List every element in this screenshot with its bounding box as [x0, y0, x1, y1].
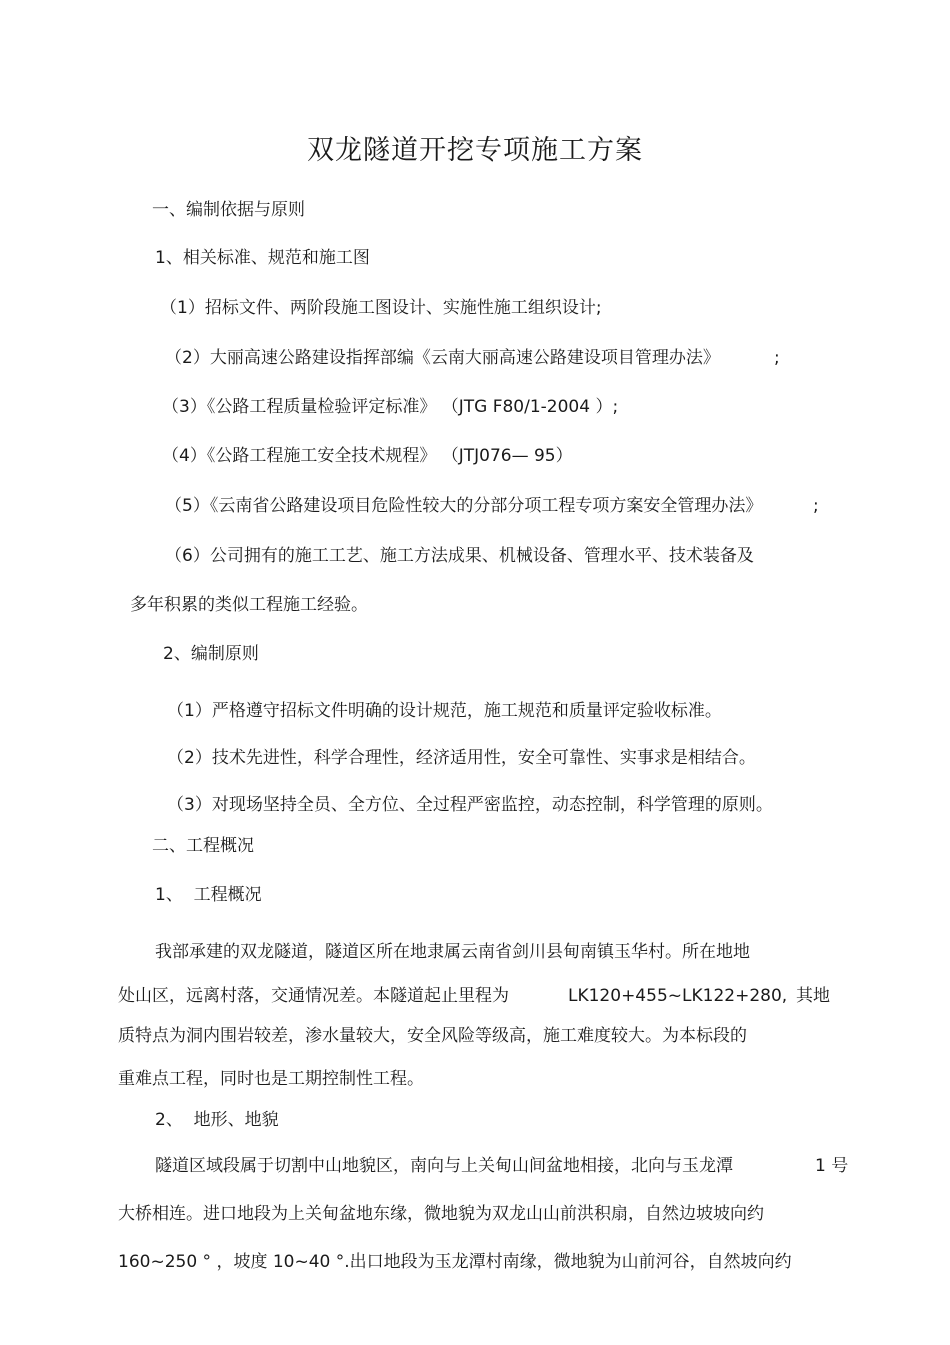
list-item-4: （4）《公路工程施工安全技术规程》 （JTJ076— 95）: [162, 446, 573, 466]
paragraph-overview-line-2: 处山区，远离村落，交通情况差。本隧道起止里程为: [118, 986, 509, 1006]
list-item-2-end: ;: [774, 348, 780, 368]
principle-item-2: （2）技术先进性，科学合理性，经济适用性，安全可靠性、实事求是相结合。: [167, 748, 756, 768]
list-item-6: （6）公司拥有的施工工艺、施工方法成果、机械设备、管理水平、技术装备及: [165, 546, 754, 566]
paragraph-terrain-line-3: 160~250 ° ，坡度 10~40 °.出口地段为玉龙潭村南缘，微地貌为山前河谷，自然坡向约: [118, 1252, 792, 1272]
list-item-5: （5）《云南省公路建设项目危险性较大的分部分项工程专项方案安全管理办法》: [165, 496, 763, 516]
paragraph-overview-line-3: 质特点为洞内围岩较差，渗水量较大，安全风险等级高，施工难度较大。为本标段的: [118, 1026, 747, 1046]
section-heading-2: 二、工程概况: [152, 836, 254, 856]
paragraph-terrain-line-1: 隧道区域段属于切割中山地貌区，南向与上关甸山间盆地相接，北向与玉龙潭: [155, 1156, 733, 1176]
section-heading-1: 一、编制依据与原则: [152, 200, 305, 220]
principle-item-1: （1）严格遵守招标文件明确的设计规范，施工规范和质量评定验收标准。: [167, 701, 722, 721]
subsection-heading-1-1: 1、相关标准、规范和施工图: [155, 248, 370, 268]
list-item-3: （3）《公路工程质量检验评定标准》 （JTG F80/1-2004 ）;: [162, 397, 619, 417]
document-title: 双龙隧道开挖专项施工方案: [307, 135, 643, 166]
list-item-6-cont: 多年积累的类似工程施工经验。: [130, 595, 368, 615]
paragraph-overview-line-1: 我部承建的双龙隧道，隧道区所在地隶属云南省剑川县甸南镇玉华村。所在地地: [155, 942, 750, 962]
subsection-heading-1-2: 2、编制原则: [163, 644, 259, 664]
list-item-1: （1）招标文件、两阶段施工图设计、实施性施工组织设计;: [160, 298, 602, 318]
paragraph-terrain-line-2: 大桥相连。进口地段为上关甸盆地东缘，微地貌为双龙山山前洪积扇，自然边坡坡向约: [118, 1204, 764, 1224]
mileage-range: LK120+455~LK122+280,: [568, 986, 788, 1006]
principle-item-3: （3）对现场坚持全员、全方位、全过程严密监控，动态控制，科学管理的原则。: [167, 795, 773, 815]
paragraph-overview-line-4: 重难点工程，同时也是工期控制性工程。: [118, 1069, 424, 1089]
subsection-heading-2-2: 2、 地形、地貌: [155, 1110, 279, 1130]
subsection-heading-2-1: 1、 工程概况: [155, 885, 262, 905]
list-item-5-end: ;: [813, 496, 819, 516]
list-item-2: （2）大丽高速公路建设指挥部编《云南大丽高速公路建设项目管理办法》: [165, 348, 720, 368]
paragraph-terrain-line-1-end: 1 号: [815, 1156, 849, 1176]
paragraph-overview-line-2-end: 其地: [796, 986, 830, 1006]
